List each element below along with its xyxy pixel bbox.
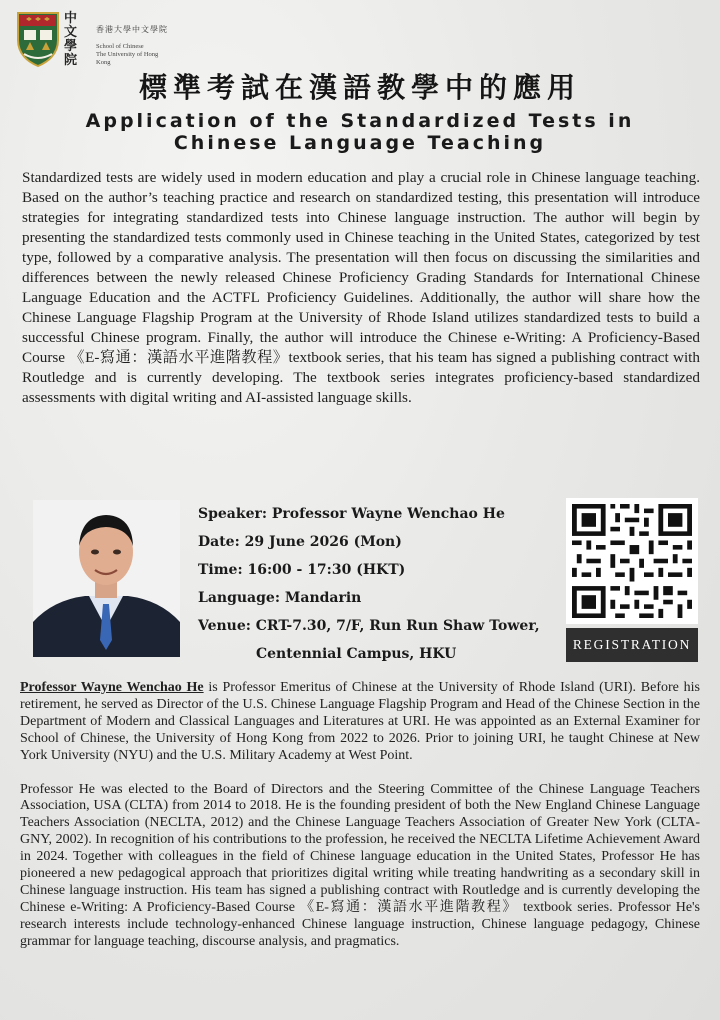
registration-qr-code[interactable] [566,498,698,624]
language-line: Language: Mandarin [198,590,362,606]
speaker-line: Speaker: Professor Wayne Wenchao He [198,506,505,522]
registration-button[interactable]: REGISTRATION [566,628,698,662]
school-name-block [96,24,174,67]
school-name-en: School of Chinese [96,43,144,50]
venue-line: Venue: CRT-7.30, 7/F, Run Run Shaw Tower, [198,618,540,634]
venue-line-2: Centennial Campus, HKU [256,646,457,662]
hku-crest-icon [14,10,62,68]
abstract-paragraph: Standardized tests are widely used in modern education and play a crucial role in Chinese language teaching. Based on the author’s teaching practice and research on standardized testing, this presentation will introduce strategies for integrating standardized tests into Chinese language instruction. The author will begin by presenting the standardized tests commonly used in Chinese teaching in the United States, categorized by test type, followed by a comparative analysis. The presentation will then focus on discussing the similarities and differences between the newly released Chinese Proficiency Grading Standards for International Chinese Language Education and the ACTFL Proficiency Guidelines. Additionally, the author will share how the Chinese Language Flagship Program at the University of Rhode Island utilizes standardized tests to build a successful Chinese program. Finally, the author will introduce the Chinese e-Writing: A Proficiency-Based Course 《E-寫通：漢語水平進階教程》textbook series, that his team has signed a publishing contract with Routledge and is currently developing. The textbook series integrates proficiency-based standardized assessments with digital writing and AI-assisted language skills. [22,169,700,406]
speaker-portrait-icon [33,500,180,657]
qr-code-icon [572,504,692,618]
bio-paragraph-1-text: is Professor Emeritus of Chinese at the University of Rhode Island (URI). Before his retirement, he served as Director of the U.S. Chinese Language Flagship Program and Head of the Chinese Section in the Department of Modern and Classical Languages and Literatures at URI. He was appointed as an External Examiner for School of Chinese, the University of Hong Kong from 2022 to 2026. Prior to joining URI, he taught Chinese at New York University (NYU) and the U.S. Military Academy at West Point. [20,680,700,763]
school-vertical-name: 中文學院 [64,11,78,68]
speaker-bio [20,680,700,951]
title-english-line2: Chinese Language Teaching [173,132,547,154]
hku-school-logo [14,10,174,70]
event-details [198,503,540,671]
date-line: Date: 29 June 2026 (Mon) [198,534,402,550]
bio-paragraph-1 [20,680,700,765]
title-english [0,110,720,154]
title-chinese: 標準考試在漢語教學中的應用 [138,71,581,104]
time-line: Time: 16:00 - 17:30 (HKT) [198,562,406,578]
university-name-en: The University of Hong Kong [96,51,159,66]
school-name-zh: 香港大學中文學院 [96,25,168,34]
speaker-photo [33,500,180,657]
bio-paragraph-2: Professor He was elected to the Board of Directors and the Steering Committee of the Chinese Language Teachers Association, USA (CLTA) from 2014 to 2018. He is the founding president of both the New England Chinese Language Teachers Association (NECLTA, 2012) and the Chinese Language Teachers Association of Greater New York (CLTA-GNY, 2002). In recognition of his contributions to the profession, he received the NECLTA Lifetime Achievement Award in 2024. Together with colleagues in the field of Chinese language education in the United States, Professor He has pioneered a new pedagogical approach that prioritizes digital writing while treating handwriting as a secondary skill in Chinese language instruction. His team has signed a publishing contract with Routledge and is currently developing the Chinese e-Writing: A Proficiency-Based Course 《E-寫通：漢語水平進階教程》 textbook series. Professor He's research interests include technology-enhanced Chinese language instruction, Chinese language pedagogy, Chinese grammar for language teaching, discourse analysis, and pragmatics. [20,781,700,949]
bio-speaker-name: Professor Wayne Wenchao He [20,680,204,695]
title-english-line1: Application of the Standardized Tests in [85,110,635,132]
